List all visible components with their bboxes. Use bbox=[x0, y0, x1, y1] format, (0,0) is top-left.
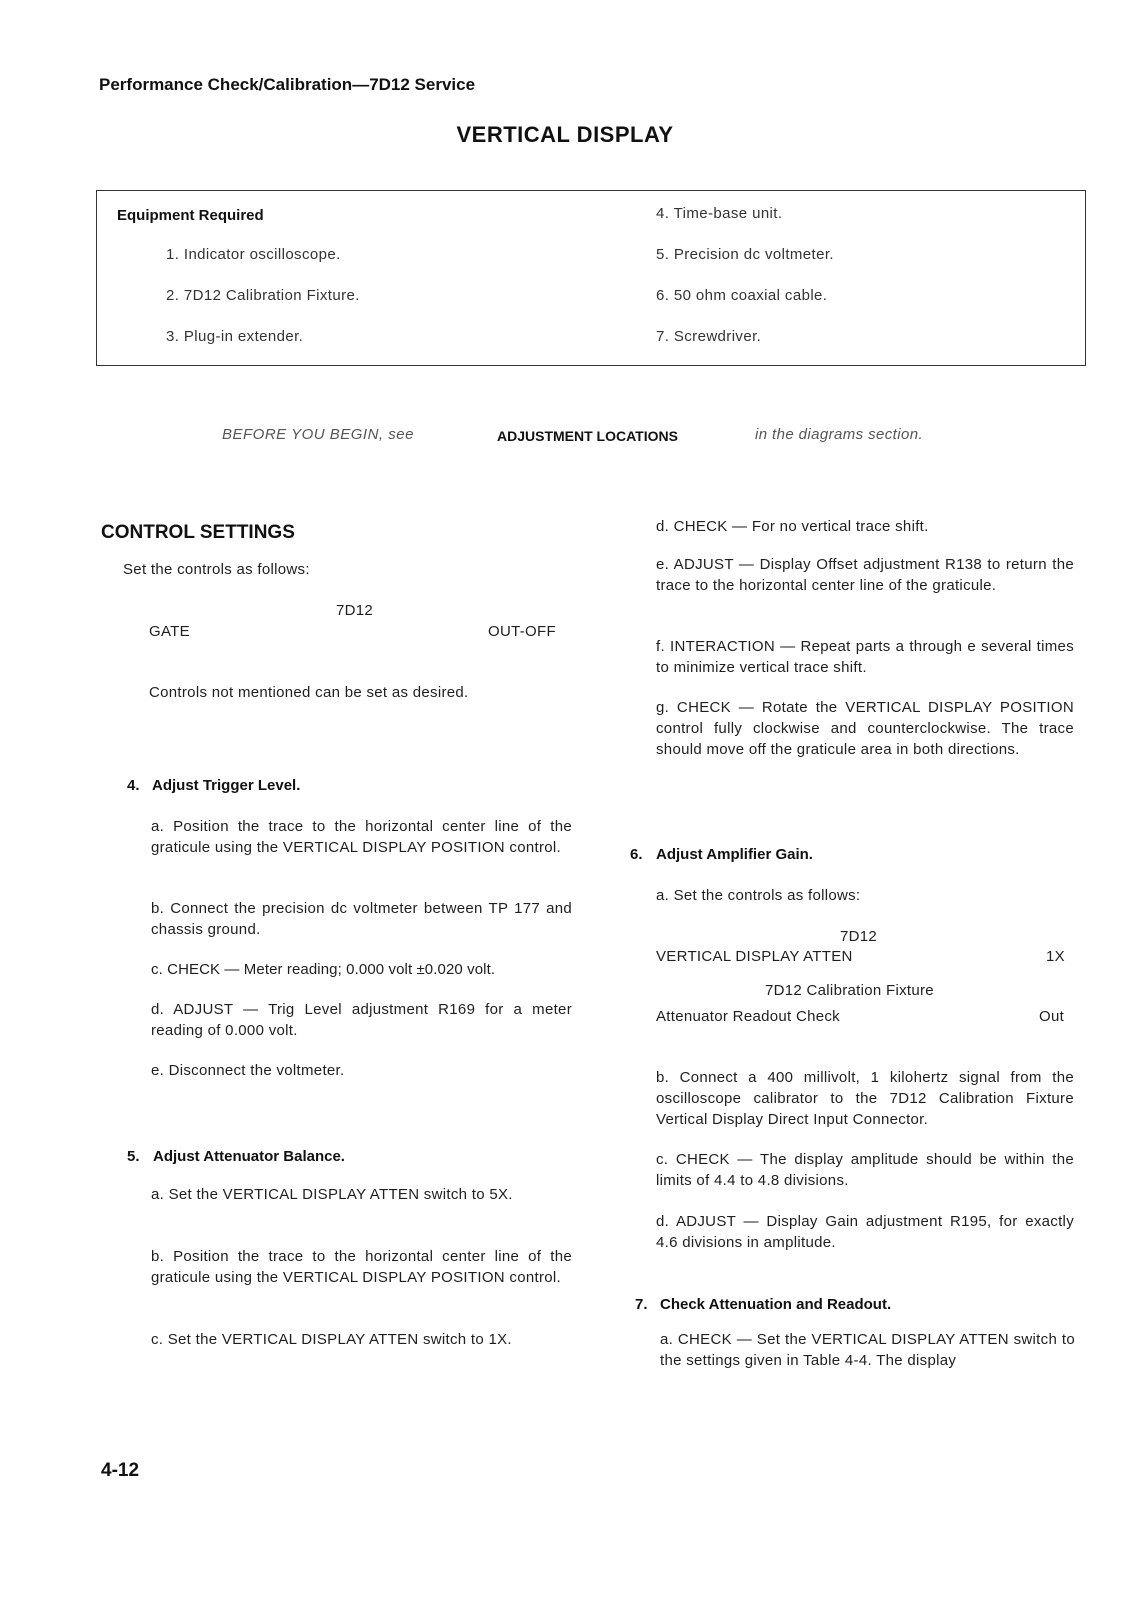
step-5-number: 5. bbox=[127, 1148, 140, 1165]
step-6-unit-1: 7D12 bbox=[840, 928, 878, 945]
running-header: Performance Check/Calibration—7D12 Service bbox=[99, 75, 476, 94]
step-5a: a. Set the VERTICAL DISPLAY ATTEN switch to 5X. bbox=[151, 1186, 513, 1203]
step-4b: b. Connect the precision dc voltmeter between TP 177 and chassis ground. bbox=[151, 900, 572, 938]
control-settings-unit: 7D12 bbox=[336, 602, 374, 619]
step-7-number: 7. bbox=[635, 1296, 648, 1313]
control-settings-value: OUT-OFF bbox=[488, 623, 556, 640]
step-4c: c. CHECK — Meter reading; 0.000 volt ±0.020 volt. bbox=[151, 961, 496, 978]
step-7a: a. CHECK — Set the VERTICAL DISPLAY ATTEN switch to the settings given in Table 4-4. The display bbox=[660, 1331, 1075, 1369]
step-4-title: Adjust Trigger Level. bbox=[152, 777, 301, 794]
step-6-control-2: Attenuator Readout Check bbox=[656, 1008, 840, 1025]
step-4a: a. Position the trace to the horizontal center line of the graticule using the VERTICAL DISPLAY POSITION control. bbox=[151, 818, 572, 856]
step-6-control-1: VERTICAL DISPLAY ATTEN bbox=[656, 948, 853, 965]
step-4e: e. Disconnect the voltmeter. bbox=[151, 1062, 345, 1079]
step-6-value-2: Out bbox=[1039, 1008, 1065, 1025]
step-5b: b. Position the trace to the horizontal center line of the graticule using the VERTICAL DISPLAY POSITION control. bbox=[151, 1248, 572, 1286]
step-5-title: Adjust Attenuator Balance. bbox=[153, 1148, 345, 1165]
step-6-number: 6. bbox=[630, 846, 643, 863]
step-5f: f. INTERACTION — Repeat parts a through e several times to minimize vertical trace shift. bbox=[656, 638, 1074, 676]
equipment-item-3: 3. Plug-in extender. bbox=[166, 328, 304, 345]
step-6-title: Adjust Amplifier Gain. bbox=[656, 846, 813, 863]
step-6c: c. CHECK — The display amplitude should be within the limits of 4.4 to 4.8 divisions. bbox=[656, 1151, 1074, 1189]
equipment-title: Equipment Required bbox=[117, 207, 264, 224]
page-number: 4-12 bbox=[101, 1460, 140, 1481]
control-settings-control: GATE bbox=[149, 623, 190, 640]
section-title: VERTICAL DISPLAY bbox=[456, 122, 674, 147]
step-4-number: 4. bbox=[127, 777, 140, 794]
before-note-lead: BEFORE YOU BEGIN, see bbox=[222, 426, 414, 443]
step-7-title: Check Attenuation and Readout. bbox=[660, 1296, 892, 1313]
step-5e: e. ADJUST — Display Offset adjustment R138 to return the trace to the horizontal center line of the graticule. bbox=[656, 556, 1074, 594]
control-settings-note: Controls not mentioned can be set as desired. bbox=[149, 684, 469, 701]
equipment-item-5: 5. Precision dc voltmeter. bbox=[656, 246, 834, 263]
equipment-item-4: 4. Time-base unit. bbox=[656, 205, 783, 222]
step-5c: c. Set the VERTICAL DISPLAY ATTEN switch to 1X. bbox=[151, 1331, 512, 1348]
control-settings-intro: Set the controls as follows: bbox=[123, 561, 310, 578]
step-6-unit-2: 7D12 Calibration Fixture bbox=[765, 982, 934, 999]
before-note-reference: ADJUSTMENT LOCATIONS bbox=[497, 428, 678, 444]
step-6-value-1: 1X bbox=[1046, 948, 1065, 965]
equipment-item-7: 7. Screwdriver. bbox=[656, 328, 762, 345]
step-5d: d. CHECK — For no vertical trace shift. bbox=[656, 518, 929, 535]
equipment-item-6: 6. 50 ohm coaxial cable. bbox=[656, 287, 828, 304]
step-4d: d. ADJUST — Trig Level adjustment R169 for a meter reading of 0.000 volt. bbox=[151, 1001, 572, 1039]
step-5g: g. CHECK — Rotate the VERTICAL DISPLAY POSITION control fully clockwise and counterclockwise. The trace should move off the graticule area in both directions. bbox=[656, 699, 1074, 758]
equipment-item-1: 1. Indicator oscilloscope. bbox=[166, 246, 341, 263]
before-note-tail: in the diagrams section. bbox=[755, 426, 924, 443]
control-settings-heading: CONTROL SETTINGS bbox=[101, 522, 295, 543]
step-6b: b. Connect a 400 millivolt, 1 kilohertz signal from the oscilloscope calibrator to the 7D12 Calibration Fixture Vertical Display Direct Input Connector. bbox=[656, 1069, 1074, 1128]
step-6d: d. ADJUST — Display Gain adjustment R195, for exactly 4.6 divisions in amplitude. bbox=[656, 1213, 1074, 1251]
equipment-item-2: 2. 7D12 Calibration Fixture. bbox=[166, 287, 360, 304]
step-6a: a. Set the controls as follows: bbox=[656, 887, 861, 904]
